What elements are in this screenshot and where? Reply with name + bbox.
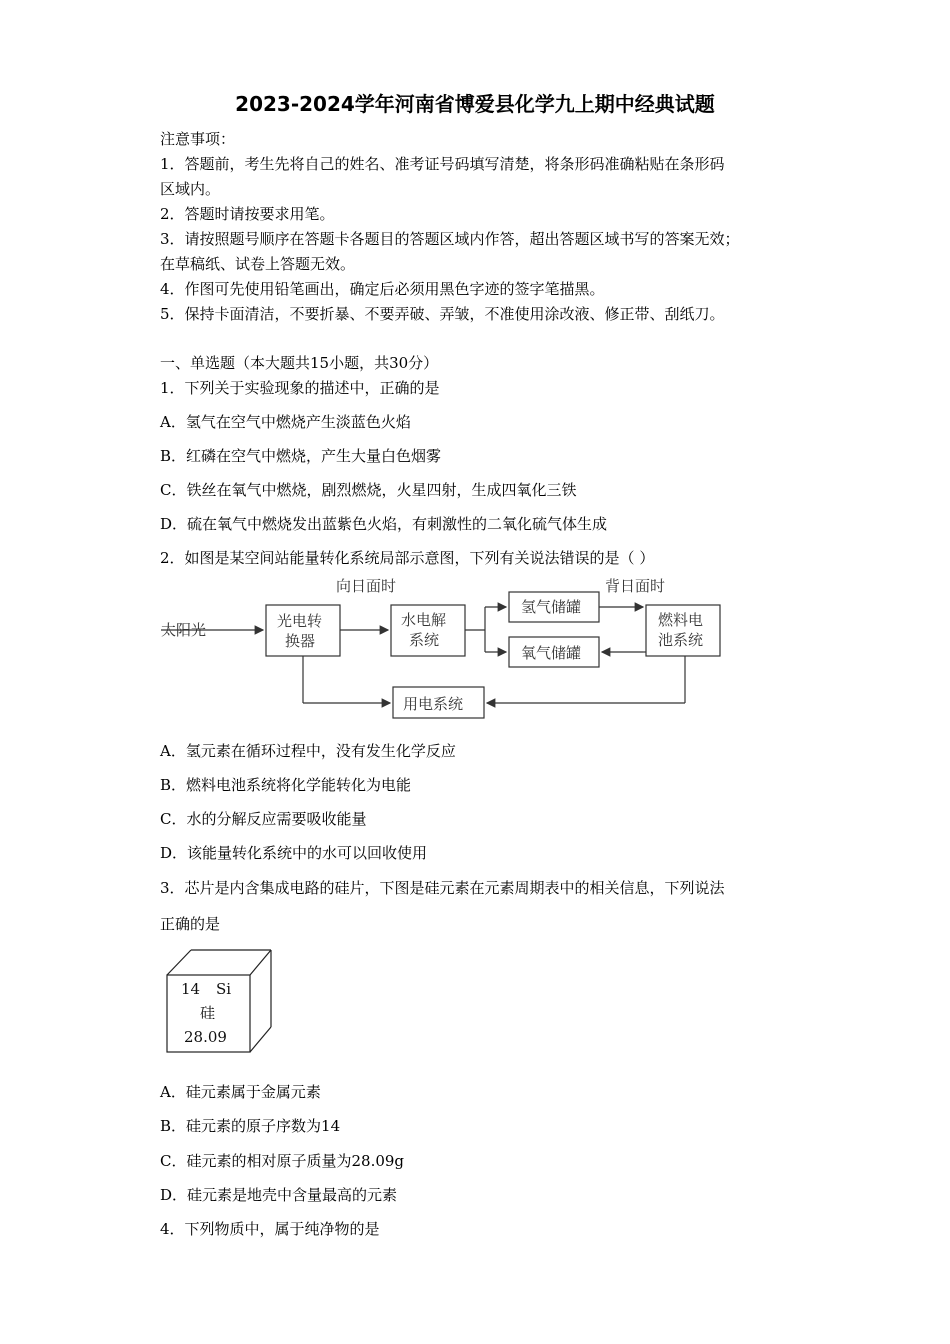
atomic-mass: 28.09 <box>184 1028 227 1046</box>
atomic-number: 14 <box>181 980 201 998</box>
option-d: D．硅元素是地壳中含量最高的元素 <box>160 1186 398 1204</box>
option-a: A．氢元素在循环过程中，没有发生化学反应 <box>160 742 456 760</box>
question-stem: 2．如图是某空间站能量转化系统局部示意图，下列有关说法错误的是（ ） <box>160 549 655 567</box>
fuel-cell-label: 燃料电 <box>658 611 704 629</box>
converter-label: 光电转 <box>277 612 323 630</box>
option-b: B．燃料电池系统将化学能转化为电能 <box>160 776 412 794</box>
question-stem: 1．下列关于实验现象的描述中，正确的是 <box>160 379 440 397</box>
option-c: C．硅元素的相对原子质量为28.09g <box>160 1152 405 1170</box>
section-heading: 一、单选题（本大题共15小题，共30分） <box>160 354 439 372</box>
option-d: D．硫在氧气中燃烧发出蓝紫色火焰，有刺激性的二氧化硫气体生成 <box>160 515 608 533</box>
energy-conversion-diagram <box>155 575 735 725</box>
notice-item: 1．答题前，考生先将自己的姓名、准考证号码填写清楚，将条形码准确粘贴在条形码 <box>160 155 725 173</box>
notice-item: 区域内。 <box>160 180 221 198</box>
notice-heading: 注意事项： <box>160 130 236 148</box>
converter-label: 换器 <box>285 632 316 650</box>
power-system-label: 用电系统 <box>403 695 464 713</box>
option-a: A．氢气在空气中燃烧产生淡蓝色火焰 <box>160 413 411 431</box>
sunlight-label: 太阳光 <box>161 621 207 639</box>
notice-item: 2．答题时请按要求用笔。 <box>160 205 335 223</box>
label-night: 背日面时 <box>605 577 666 595</box>
option-d: D．该能量转化系统中的水可以回收使用 <box>160 844 428 862</box>
label-day: 向日面时 <box>336 577 397 595</box>
notice-item: 在草稿纸、试卷上答题无效。 <box>160 255 356 273</box>
electrolysis-label: 水电解 <box>401 611 447 629</box>
fuel-cell-label: 池系统 <box>658 631 704 649</box>
option-b: B．硅元素的原子序数为14 <box>160 1117 341 1135</box>
question-stem: 3．芯片是内含集成电路的硅片，下图是硅元素在元素周期表中的相关信息，下列说法 <box>160 879 725 897</box>
element-name: 硅 <box>200 1004 216 1022</box>
option-c: C．水的分解反应需要吸收能量 <box>160 810 367 828</box>
notice-item: 3．请按照题号顺序在答题卡各题目的答题区域内作答，超出答题区域书写的答案无效； <box>160 230 740 248</box>
option-b: B．红磷在空气中燃烧，产生大量白色烟雾 <box>160 447 442 465</box>
notice-item: 4．作图可先使用铅笔画出，确定后必须用黑色字迹的签字笔描黑。 <box>160 280 605 298</box>
option-c: C．铁丝在氧气中燃烧，剧烈燃烧，火星四射，生成四氧化三铁 <box>160 481 577 499</box>
question-stem-cont: 正确的是 <box>160 915 221 933</box>
notice-item: 5．保持卡面清洁，不要折暴、不要弄破、弄皱，不准使用涂改液、修正带、刮纸刀。 <box>160 305 725 323</box>
page-title: 2023-2024学年河南省博爱县化学九上期中经典试题 <box>235 92 715 116</box>
element-symbol: Si <box>216 980 232 998</box>
o2-tank-label: 氧气储罐 <box>521 644 582 662</box>
electrolysis-label: 系统 <box>409 631 440 649</box>
silicon-element-card <box>160 945 280 1057</box>
question-stem: 4．下列物质中，属于纯净物的是 <box>160 1220 380 1238</box>
h2-tank-label: 氢气储罐 <box>521 598 582 616</box>
option-a: A．硅元素属于金属元素 <box>160 1083 321 1101</box>
